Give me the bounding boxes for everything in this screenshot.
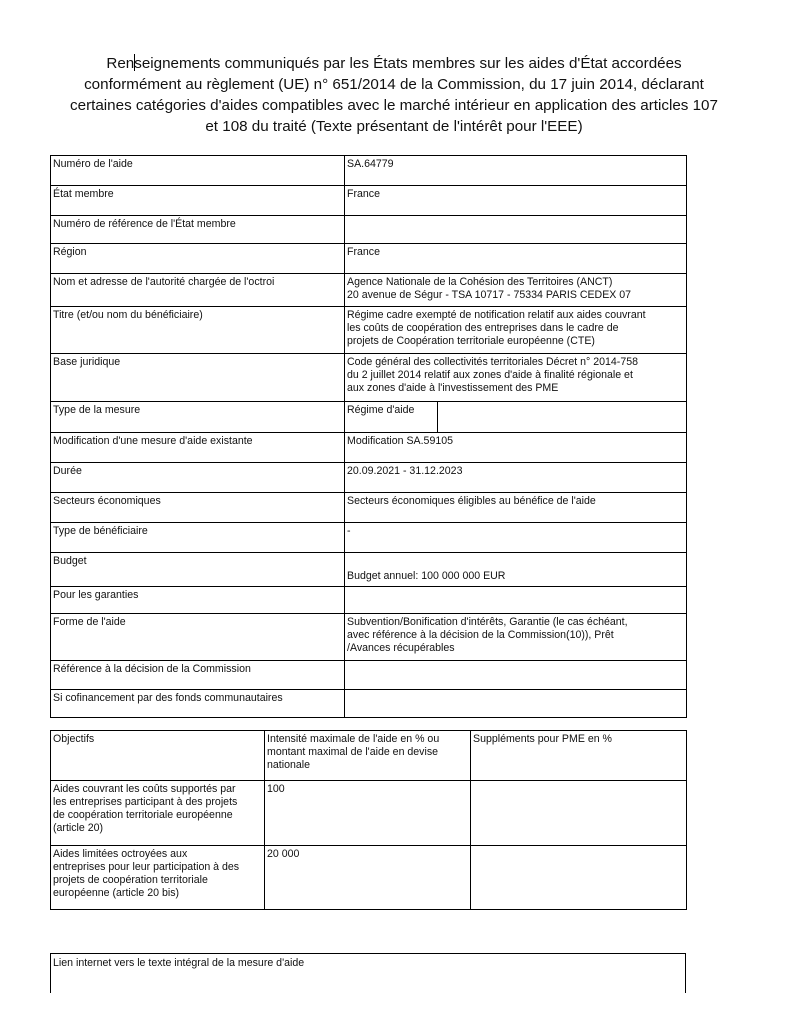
intensite-header-line-2: montant maximal de l'aide en devise [267, 746, 439, 758]
value-duree: 20.09.2021 - 31.12.2023 [345, 463, 687, 493]
title-line-4: et 108 du traité (Texte présentant de l'intérêt pour l'EEE) [205, 118, 583, 135]
objectifs-row-1 [51, 781, 687, 846]
objectif-1-line-2: les entreprises participant à des projets [53, 796, 238, 808]
row-region [51, 244, 687, 274]
label-reference: Référence à la décision de la Commission [51, 661, 345, 690]
objectifs-header-row [51, 731, 687, 781]
row-numero-reference [51, 216, 687, 244]
row-garanties [51, 587, 687, 614]
objectifs-table [50, 730, 687, 910]
objectif-1-line-1: Aides couvrant les coûts supportés par [53, 783, 236, 795]
base-line-1: Code général des collectivités territoriales Décret n° 2014-758 [347, 356, 639, 368]
header-intensite [265, 731, 471, 781]
value-region: France [345, 244, 687, 274]
header-supplements: Suppléments pour PME en % [471, 731, 687, 781]
title-line-1a: Ren [106, 55, 135, 72]
supplement-2 [471, 846, 687, 910]
value-titre [345, 307, 687, 354]
supplement-1 [471, 781, 687, 846]
titre-line-1: Régime cadre exempté de notification relatif aux aides couvrant [347, 309, 646, 321]
value-secteurs: Secteurs économiques éligibles au bénéfice de l'aide [345, 493, 687, 523]
aid-info-table [50, 155, 687, 718]
value-type-mesure-cell [345, 402, 687, 433]
value-base-juridique [345, 354, 687, 402]
label-cofinancement: Si cofinancement par des fonds communautaires [51, 690, 345, 718]
label-modification: Modification d'une mesure d'aide existante [51, 433, 345, 463]
title-line-2: conformément au règlement (UE) n° 651/2014 de la Commission, du 17 juin 2014, déclarant [84, 76, 704, 93]
value-type-beneficiaire: - [345, 523, 687, 553]
value-forme [345, 614, 687, 661]
titre-line-2: les coûts de coopération des entreprises dans le cadre de [347, 322, 619, 334]
label-type-beneficiaire: Type de bénéficiaire [51, 523, 345, 553]
objectif-1-line-3: de coopération territoriale européenne [53, 809, 233, 821]
intensite-header-line-1: Intensité maximale de l'aide en % ou [267, 733, 440, 745]
value-type-mesure: Régime d'aide [345, 402, 438, 432]
label-numero-reference: Numéro de référence de l'État membre [51, 216, 345, 244]
value-garanties [345, 587, 687, 614]
label-region: Région [51, 244, 345, 274]
lien-internet-box [50, 953, 686, 993]
title-line-3: certaines catégories d'aides compatibles avec le marché intérieur en application des articles 107 [70, 97, 718, 114]
label-budget: Budget [51, 553, 345, 587]
objectif-2-line-1: Aides limitées octroyées aux [53, 848, 188, 860]
row-autorite [51, 274, 687, 307]
row-budget [51, 553, 687, 587]
forme-line-2: avec référence à la décision de la Commission(10)), Prêt [347, 629, 614, 641]
row-modification [51, 433, 687, 463]
objectifs-row-2 [51, 846, 687, 910]
label-type-mesure: Type de la mesure [51, 402, 345, 433]
autorite-line-2: 20 avenue de Ségur - TSA 10717 - 75334 PARIS CEDEX 07 [347, 289, 632, 301]
row-etat-membre [51, 186, 687, 216]
value-modification: Modification SA.59105 [345, 433, 687, 463]
base-line-2: du 2 juillet 2014 relatif aux zones d'aide à finalité régionale et [347, 369, 633, 381]
label-numero-aide: Numéro de l'aide [51, 156, 345, 186]
value-etat-membre: France [345, 186, 687, 216]
row-duree [51, 463, 687, 493]
value-numero-aide: SA.64779 [345, 156, 687, 186]
row-numero-aide [51, 156, 687, 186]
intensite-1: 100 [265, 781, 471, 846]
objectif-2-line-2: entreprises pour leur participation à des [53, 861, 240, 873]
value-autorite [345, 274, 687, 307]
forme-line-1: Subvention/Bonification d'intérêts, Garantie (le cas échéant, [347, 616, 628, 628]
objectif-2 [51, 846, 265, 910]
row-reference [51, 661, 687, 690]
intensite-header-line-3: nationale [267, 759, 311, 771]
value-reference [345, 661, 687, 690]
label-autorite: Nom et adresse de l'autorité chargée de l'octroi [51, 274, 345, 307]
value-cofinancement [345, 690, 687, 718]
label-forme: Forme de l'aide [51, 614, 345, 661]
base-line-3: aux zones d'aide à l'investissement des PME [347, 382, 559, 394]
value-budget: Budget annuel: 100 000 000 EUR [345, 553, 687, 587]
label-base-juridique: Base juridique [51, 354, 345, 402]
label-secteurs: Secteurs économiques [51, 493, 345, 523]
objectif-2-line-3: projets de coopération territoriale [53, 874, 208, 886]
titre-line-3: projets de Coopération territoriale européenne (CTE) [347, 335, 595, 347]
forme-line-3: /Avances récupérables [347, 642, 455, 654]
label-etat-membre: État membre [51, 186, 345, 216]
intensite-2: 20 000 [265, 846, 471, 910]
row-titre [51, 307, 687, 354]
row-type-beneficiaire [51, 523, 687, 553]
row-type-mesure [51, 402, 687, 433]
lien-internet-label: Lien internet vers le texte intégral de la mesure d'aide [53, 957, 305, 969]
objectif-2-line-4: européenne (article 20 bis) [53, 887, 180, 899]
autorite-line-1: Agence Nationale de la Cohésion des Territoires (ANCT) [347, 276, 613, 288]
label-titre: Titre (et/ou nom du bénéficiaire) [51, 307, 345, 354]
row-base-juridique [51, 354, 687, 402]
row-secteurs [51, 493, 687, 523]
title-line-1b: seignements communiqués par les États membres sur les aides d'État accordées [134, 55, 682, 72]
label-garanties: Pour les garanties [51, 587, 345, 614]
row-forme [51, 614, 687, 661]
value-numero-reference [345, 216, 687, 244]
row-cofinancement [51, 690, 687, 718]
label-duree: Durée [51, 463, 345, 493]
document-title [40, 53, 748, 137]
objectif-1 [51, 781, 265, 846]
objectif-1-line-4: (article 20) [53, 822, 104, 834]
header-objectifs: Objectifs [51, 731, 265, 781]
